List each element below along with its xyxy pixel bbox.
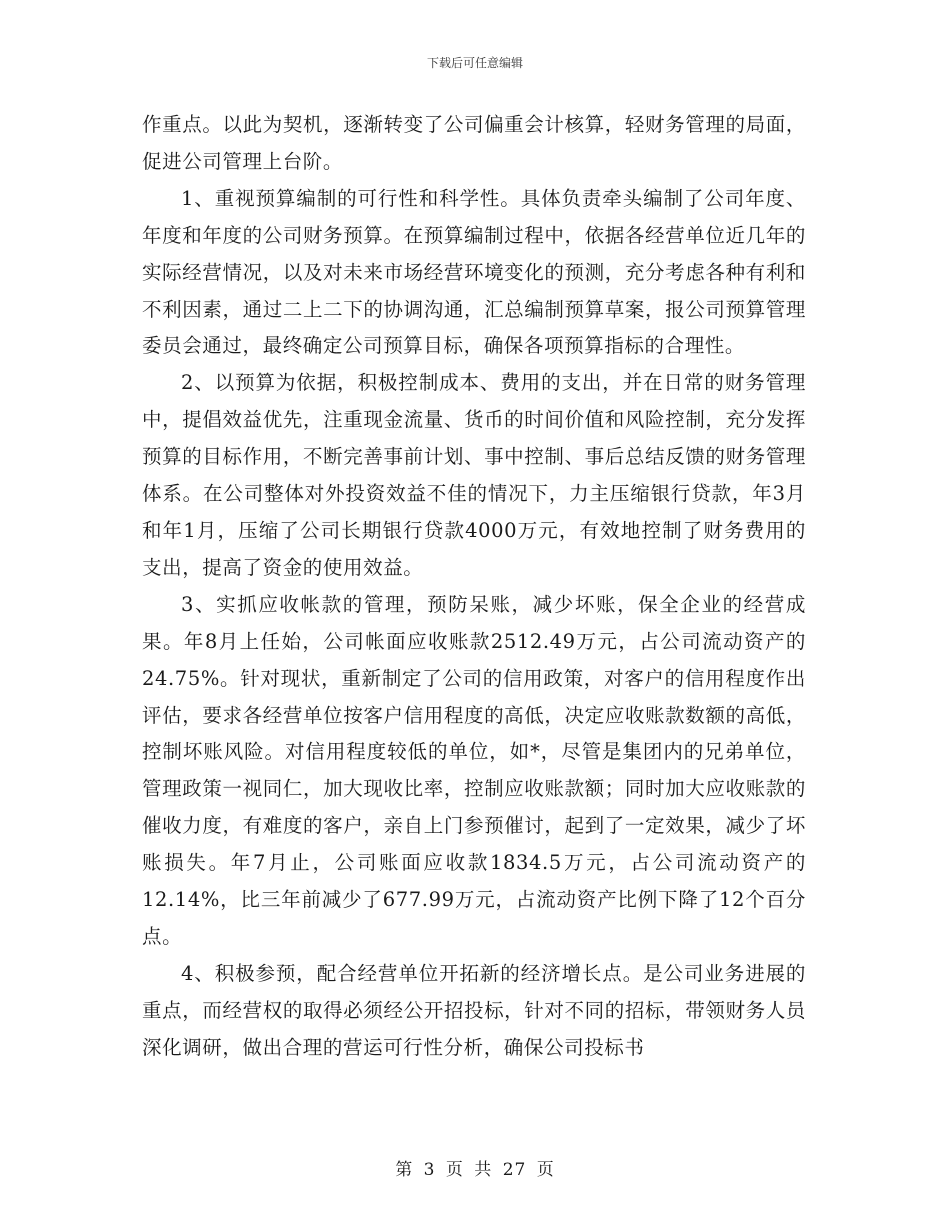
paragraph-item-1: 1、重视预算编制的可行性和科学性。具体负责牵头编制了公司年度、年度和年度的公司财务预算。在预算编制过程中，依据各经营单位近几年的实际经营情况，以及对未来市场经营环境变化的预测，充分考虑各种有利和不利因素，通过二上二下的协调沟通，汇总编制预算草案，报公司预算管理委员会通过，最终确定公司预算目标，确保各项预算指标的合理性。 [142,186,806,358]
paragraph-item-4: 4、积极参预，配合经营单位开拓新的经济增长点。是公司业务进展的重点，而经营权的取得必须经公开招投标，针对不同的招标，带领财务人员深化调研，做出合理的营运可行性分析，确保公司投标书 [142,961,806,1059]
page-header: 下载后可任意编辑 [426,56,523,70]
paragraph-item-3: 3、实抓应收帐款的管理，预防呆账，减少坏账，保全企业的经营成果。年8月上任始，公司帐面应收账款2512.49万元，占公司流动资产的24.75%。针对现状，重新制定了公司的信用政策，对客户的信用程度作出评估，要求各经营单位按客户信用程度的高低，决定应收账款数额的高低，控制坏账风险。对信用程度较低的单位，如*，尽管是集团内的兄弟单位，管理政策一视同仁，加大现收比率，控制应收账款额；同时加大应收账款的催收力度，有难度的客户，亲自上门参预催讨，起到了一定效果，减少了坏账损失。年7月止，公司账面应收款1834.5万元，占公司流动资产的12.14%，比三年前减少了677.99万元，占流动资产比例下降了12个百分点。 [142,592,806,948]
document-body [142,107,806,1067]
paragraph-continuation: 作重点。以此为契机，逐渐转变了公司偏重会计核算，轻财务管理的局面，促进公司管理上台阶。 [142,113,806,173]
paragraph-item-2: 2、以预算为依据，积极控制成本、费用的支出，并在日常的财务管理中，提倡效益优先，注重现金流量、货币的时间价值和风险控制，充分发挥预算的目标作用，不断完善事前计划、事中控制、事后总结反馈的财务管理体系。在公司整体对外投资效益不佳的情况下，力主压缩银行贷款，年3月和年1月，压缩了公司长期银行贷款4000万元，有效地控制了财务费用的支出，提高了资金的使用效益。 [142,371,806,579]
page-number-footer: 第 3 页 共 27 页 [395,1160,555,1180]
